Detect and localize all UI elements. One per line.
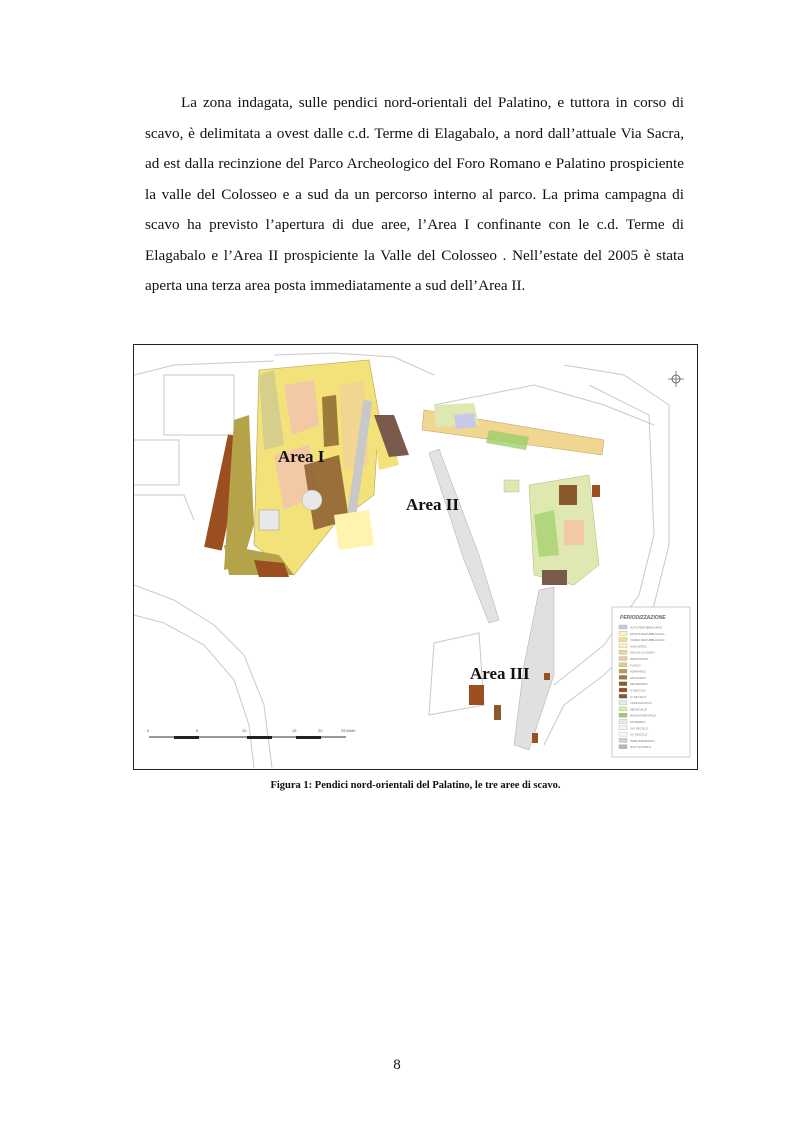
legend-label: AUGUSTEO — [630, 644, 647, 649]
legend-swatch — [619, 694, 627, 698]
scale-tick-5: 5 — [196, 728, 199, 733]
legend-label: INDETERMINATO — [630, 738, 655, 743]
legend-swatch — [619, 675, 627, 679]
legend-label: NON SCAVATO — [630, 745, 652, 750]
legend-swatch — [619, 707, 627, 711]
legend-label: RINASCIMENTALE — [630, 713, 657, 718]
legend-label: MODERNO — [630, 720, 646, 724]
legend-swatch — [619, 657, 627, 661]
site-plan-map — [134, 345, 696, 768]
legend-swatch — [619, 713, 627, 717]
via-sacra-structures — [374, 403, 604, 457]
legend-label: ANTONINO — [630, 675, 646, 680]
area-ii-structures — [504, 475, 600, 585]
scale-tick-15: 15 — [292, 728, 297, 733]
legend-swatch — [619, 726, 627, 730]
legend-label: TARDO REPUBBLICANO — [630, 638, 665, 643]
page-number: 8 — [393, 1057, 401, 1073]
legend-label: SEVERIANO — [630, 682, 648, 687]
legend-label: MEDIEVALE — [630, 707, 647, 712]
scale-tick-0: 0 — [147, 728, 150, 733]
outline-building-west — [164, 375, 234, 435]
legend-swatch — [619, 669, 627, 673]
scale-tick-10: 10 — [242, 728, 247, 733]
legend-swatch — [619, 738, 627, 742]
legend-label: ADRIANEO — [630, 669, 646, 674]
legend-swatch — [619, 650, 627, 654]
site-plan-figure — [133, 344, 698, 770]
legend-swatch — [619, 732, 627, 736]
legend-swatch — [619, 720, 627, 724]
legend-label: TARDOANTICO — [630, 701, 652, 706]
area-iii-label: Area III — [470, 664, 530, 683]
area-ii-label: Area II — [406, 495, 460, 514]
legend-label: XIX SECOLO — [630, 726, 649, 731]
legend-label: EPOCA REPUBBLICANA — [630, 631, 665, 636]
legend-label: NERONIANO — [630, 657, 649, 661]
scale-tick-20: 20 — [318, 728, 323, 733]
legend-swatch — [619, 625, 627, 629]
legend-swatch — [619, 644, 627, 648]
legend-label: XX SECOLO — [630, 732, 648, 737]
legend-title: PERIODIZZAZIONE — [620, 615, 666, 621]
legend-swatch — [619, 663, 627, 667]
scale-bar — [147, 728, 356, 739]
legend-swatch — [619, 701, 627, 705]
legend-swatch — [619, 745, 627, 749]
legend-label: III SECOLO — [630, 688, 646, 693]
legend-swatch — [619, 631, 627, 635]
figure-caption: Figura 1: Pendici nord-orientali del Palatino, le tre aree di scavo. — [270, 780, 561, 791]
legend-label: FLAVIO — [630, 663, 641, 668]
legend-label: GIULIO-CLAUDIO — [630, 650, 655, 655]
legend-swatch — [619, 688, 627, 692]
body-paragraph: La zona indagata, sulle pendici nord-orientali del Palatino, e tuttora in corso di scavo, è delimitata a ovest dalle c.d. Terme di Elagabalo, a nord dall’attuale Via Sacra, ad est dalla recinzione del Parco Archeologico del Foro Romano e Palatino prospiciente la valle del Colosseo e a sud da un percorso interno al parco. La prima campagna di scavo ha previsto l’apertura di due aree, l’Area I confinante con le c.d. Terme di Elagabalo e l’Area II prospiciente la Valle del Colosseo . Nell’estate del 2005 è stata aperta una terza area posta immediatamente a sud dell’Area II. — [145, 94, 684, 294]
area-i-structures — [204, 360, 399, 577]
legend-swatch — [619, 638, 627, 642]
area-i-label: Area I — [278, 447, 325, 466]
legend-box — [612, 607, 690, 757]
legend-swatch — [619, 682, 627, 686]
scale-tick-25: 25 Metri — [341, 728, 356, 733]
area-ii-curved-wall — [429, 449, 499, 623]
north-arrow-icon — [668, 371, 684, 387]
legend-label: IV SECOLO — [630, 694, 647, 699]
legend-label: ALTO REPUBBLICANO — [630, 625, 662, 630]
